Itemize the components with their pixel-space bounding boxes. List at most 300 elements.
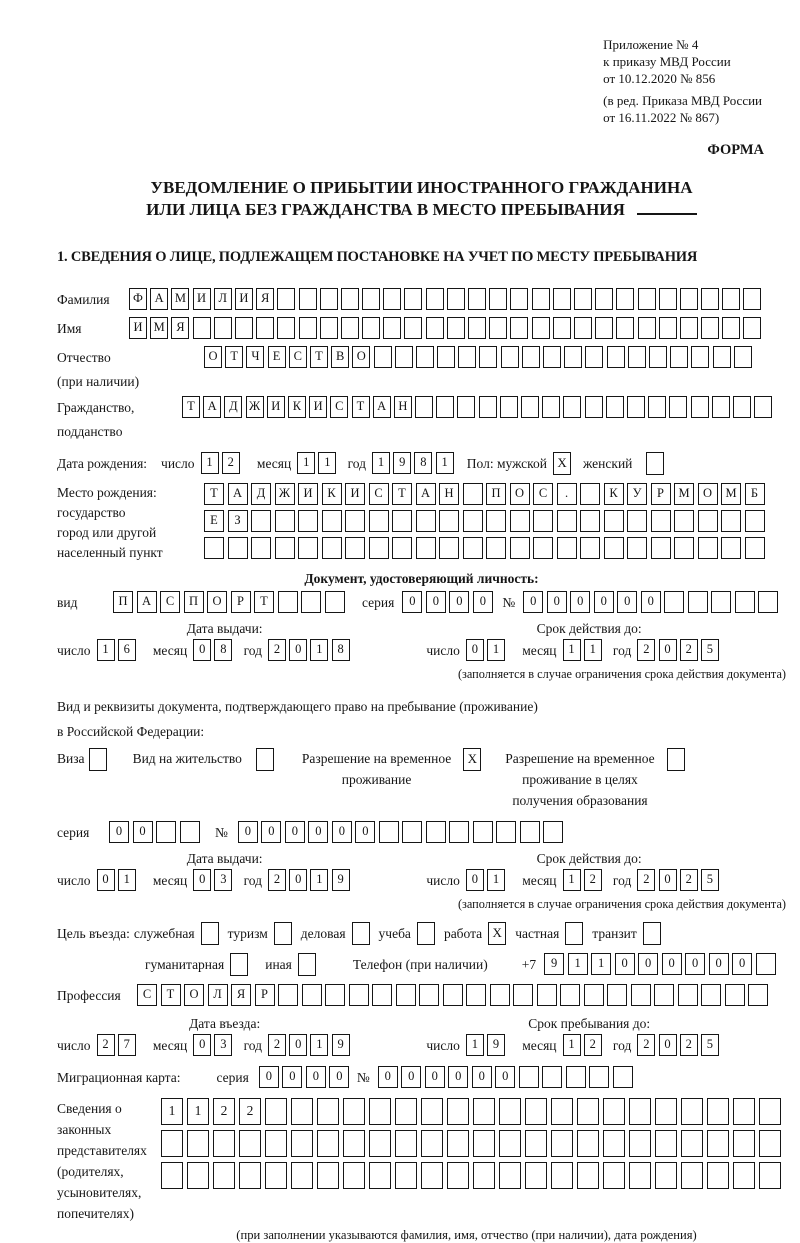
work-checkbox[interactable]: X bbox=[488, 922, 506, 945]
char-cell[interactable]: 0 bbox=[308, 821, 328, 843]
char-cell[interactable] bbox=[421, 1162, 443, 1189]
char-cell[interactable] bbox=[691, 396, 709, 418]
char-cell[interactable] bbox=[734, 346, 752, 368]
char-cell[interactable]: 1 bbox=[584, 639, 602, 661]
char-cell[interactable] bbox=[275, 510, 295, 532]
char-cell[interactable]: 2 bbox=[584, 869, 602, 891]
char-cell[interactable] bbox=[501, 346, 519, 368]
char-cell[interactable] bbox=[543, 346, 561, 368]
char-cell[interactable] bbox=[301, 591, 321, 613]
char-cell[interactable] bbox=[325, 984, 345, 1006]
char-cell[interactable]: И bbox=[235, 288, 253, 310]
char-cell[interactable]: А bbox=[150, 288, 168, 310]
char-cell[interactable] bbox=[457, 396, 475, 418]
char-cell[interactable]: 8 bbox=[332, 639, 350, 661]
char-cell[interactable] bbox=[638, 288, 656, 310]
char-cell[interactable]: 6 bbox=[118, 639, 136, 661]
char-cell[interactable] bbox=[585, 346, 603, 368]
char-cell[interactable]: 0 bbox=[659, 639, 677, 661]
char-cell[interactable] bbox=[187, 1130, 209, 1157]
char-cell[interactable] bbox=[345, 510, 365, 532]
char-cell[interactable] bbox=[655, 1098, 677, 1125]
char-cell[interactable] bbox=[510, 510, 530, 532]
char-cell[interactable] bbox=[416, 537, 436, 559]
stay-day-field[interactable] bbox=[466, 1034, 508, 1056]
char-cell[interactable]: 0 bbox=[193, 869, 211, 891]
char-cell[interactable]: Л bbox=[208, 984, 228, 1006]
char-cell[interactable] bbox=[421, 1130, 443, 1157]
char-cell[interactable] bbox=[759, 1098, 781, 1125]
char-cell[interactable]: 1 bbox=[436, 452, 454, 474]
char-cell[interactable] bbox=[733, 1098, 755, 1125]
char-cell[interactable]: А bbox=[203, 396, 221, 418]
permit-valid-year-field[interactable] bbox=[637, 869, 722, 891]
char-cell[interactable]: Р bbox=[255, 984, 275, 1006]
char-cell[interactable] bbox=[651, 510, 671, 532]
char-cell[interactable]: Р bbox=[651, 483, 671, 505]
char-cell[interactable] bbox=[563, 396, 581, 418]
char-cell[interactable]: 0 bbox=[594, 591, 614, 613]
char-cell[interactable]: 0 bbox=[261, 821, 281, 843]
char-cell[interactable] bbox=[463, 510, 483, 532]
char-cell[interactable]: 1 bbox=[372, 452, 390, 474]
char-cell[interactable]: 5 bbox=[701, 1034, 719, 1056]
char-cell[interactable] bbox=[651, 537, 671, 559]
entry-month-field[interactable] bbox=[193, 1034, 235, 1056]
char-cell[interactable]: И bbox=[193, 288, 211, 310]
char-cell[interactable] bbox=[557, 537, 577, 559]
char-cell[interactable] bbox=[607, 346, 625, 368]
char-cell[interactable]: 0 bbox=[615, 953, 635, 975]
permit-issue-year-field[interactable] bbox=[268, 869, 353, 891]
char-cell[interactable]: О bbox=[204, 346, 222, 368]
birth-month-field[interactable] bbox=[297, 452, 339, 474]
phone-field[interactable] bbox=[544, 953, 779, 975]
permit-number-field[interactable] bbox=[238, 821, 567, 843]
char-cell[interactable] bbox=[585, 396, 603, 418]
char-cell[interactable]: 0 bbox=[289, 639, 307, 661]
char-cell[interactable]: 0 bbox=[193, 1034, 211, 1056]
char-cell[interactable] bbox=[298, 537, 318, 559]
char-cell[interactable] bbox=[551, 1130, 573, 1157]
doc-kind-field[interactable] bbox=[113, 591, 348, 613]
char-cell[interactable]: Е bbox=[268, 346, 286, 368]
char-cell[interactable] bbox=[277, 317, 295, 339]
char-cell[interactable] bbox=[479, 396, 497, 418]
char-cell[interactable] bbox=[322, 510, 342, 532]
char-cell[interactable] bbox=[395, 1130, 417, 1157]
char-cell[interactable] bbox=[603, 1130, 625, 1157]
char-cell[interactable]: 1 bbox=[591, 953, 611, 975]
char-cell[interactable] bbox=[416, 346, 434, 368]
char-cell[interactable] bbox=[674, 510, 694, 532]
char-cell[interactable]: 0 bbox=[285, 821, 305, 843]
char-cell[interactable] bbox=[345, 537, 365, 559]
char-cell[interactable] bbox=[415, 396, 433, 418]
char-cell[interactable]: В bbox=[331, 346, 349, 368]
char-cell[interactable]: 0 bbox=[466, 639, 484, 661]
char-cell[interactable] bbox=[638, 317, 656, 339]
char-cell[interactable] bbox=[187, 1162, 209, 1189]
char-cell[interactable]: Я bbox=[256, 288, 274, 310]
char-cell[interactable]: О bbox=[207, 591, 227, 613]
char-cell[interactable]: 8 bbox=[214, 639, 232, 661]
char-cell[interactable]: П bbox=[486, 483, 506, 505]
char-cell[interactable] bbox=[369, 1162, 391, 1189]
char-cell[interactable]: 8 bbox=[414, 452, 432, 474]
char-cell[interactable] bbox=[713, 346, 731, 368]
char-cell[interactable] bbox=[564, 346, 582, 368]
char-cell[interactable]: А bbox=[373, 396, 391, 418]
char-cell[interactable] bbox=[513, 984, 533, 1006]
char-cell[interactable]: 3 bbox=[214, 1034, 232, 1056]
char-cell[interactable] bbox=[383, 288, 401, 310]
char-cell[interactable]: 2 bbox=[268, 869, 286, 891]
char-cell[interactable]: 1 bbox=[568, 953, 588, 975]
char-cell[interactable]: 1 bbox=[487, 869, 505, 891]
char-cell[interactable] bbox=[291, 1098, 313, 1125]
char-cell[interactable] bbox=[629, 1098, 651, 1125]
char-cell[interactable]: 0 bbox=[426, 591, 446, 613]
char-cell[interactable]: 0 bbox=[97, 869, 115, 891]
char-cell[interactable] bbox=[235, 317, 253, 339]
char-cell[interactable]: 0 bbox=[306, 1066, 326, 1088]
char-cell[interactable] bbox=[595, 317, 613, 339]
female-checkbox[interactable] bbox=[646, 452, 664, 475]
char-cell[interactable]: С bbox=[330, 396, 348, 418]
char-cell[interactable] bbox=[674, 537, 694, 559]
char-cell[interactable] bbox=[629, 1162, 651, 1189]
char-cell[interactable]: 1 bbox=[310, 639, 328, 661]
char-cell[interactable] bbox=[654, 984, 674, 1006]
char-cell[interactable] bbox=[589, 1066, 609, 1088]
char-cell[interactable] bbox=[443, 984, 463, 1006]
char-cell[interactable]: П bbox=[113, 591, 133, 613]
char-cell[interactable]: 0 bbox=[238, 821, 258, 843]
char-cell[interactable]: 2 bbox=[680, 1034, 698, 1056]
other-checkbox[interactable] bbox=[298, 953, 316, 976]
char-cell[interactable] bbox=[447, 1098, 469, 1125]
char-cell[interactable]: С bbox=[289, 346, 307, 368]
char-cell[interactable] bbox=[392, 537, 412, 559]
char-cell[interactable]: А bbox=[137, 591, 157, 613]
char-cell[interactable]: 9 bbox=[332, 1034, 350, 1056]
char-cell[interactable] bbox=[419, 984, 439, 1006]
char-cell[interactable]: 0 bbox=[259, 1066, 279, 1088]
char-cell[interactable] bbox=[322, 537, 342, 559]
char-cell[interactable]: Я bbox=[171, 317, 189, 339]
char-cell[interactable]: 0 bbox=[289, 1034, 307, 1056]
char-cell[interactable] bbox=[214, 317, 232, 339]
char-cell[interactable] bbox=[374, 346, 392, 368]
char-cell[interactable]: 0 bbox=[289, 869, 307, 891]
char-cell[interactable] bbox=[496, 821, 516, 843]
char-cell[interactable] bbox=[369, 510, 389, 532]
char-cell[interactable] bbox=[372, 984, 392, 1006]
char-cell[interactable]: 1 bbox=[466, 1034, 484, 1056]
char-cell[interactable] bbox=[520, 821, 540, 843]
char-cell[interactable] bbox=[649, 346, 667, 368]
char-cell[interactable] bbox=[343, 1098, 365, 1125]
char-cell[interactable]: К bbox=[322, 483, 342, 505]
char-cell[interactable]: 1 bbox=[563, 869, 581, 891]
birthplace-field-row2[interactable] bbox=[204, 510, 768, 532]
char-cell[interactable]: Т bbox=[225, 346, 243, 368]
char-cell[interactable] bbox=[604, 537, 624, 559]
char-cell[interactable] bbox=[499, 1098, 521, 1125]
char-cell[interactable] bbox=[402, 821, 422, 843]
char-cell[interactable] bbox=[533, 510, 553, 532]
char-cell[interactable] bbox=[473, 1162, 495, 1189]
permit-issue-day-field[interactable] bbox=[97, 869, 139, 891]
char-cell[interactable] bbox=[743, 288, 761, 310]
profession-field[interactable] bbox=[137, 984, 772, 1006]
char-cell[interactable] bbox=[458, 346, 476, 368]
char-cell[interactable]: Т bbox=[310, 346, 328, 368]
char-cell[interactable] bbox=[532, 288, 550, 310]
char-cell[interactable] bbox=[532, 317, 550, 339]
char-cell[interactable] bbox=[299, 288, 317, 310]
char-cell[interactable]: Б bbox=[745, 483, 765, 505]
char-cell[interactable] bbox=[239, 1162, 261, 1189]
representatives-field-row2[interactable] bbox=[161, 1130, 785, 1157]
char-cell[interactable]: 2 bbox=[222, 452, 240, 474]
char-cell[interactable] bbox=[317, 1098, 339, 1125]
char-cell[interactable] bbox=[659, 288, 677, 310]
stay-month-field[interactable] bbox=[563, 1034, 605, 1056]
char-cell[interactable] bbox=[735, 591, 755, 613]
char-cell[interactable] bbox=[473, 1130, 495, 1157]
char-cell[interactable] bbox=[580, 537, 600, 559]
char-cell[interactable]: Т bbox=[254, 591, 274, 613]
entry-year-field[interactable] bbox=[268, 1034, 353, 1056]
char-cell[interactable] bbox=[437, 346, 455, 368]
char-cell[interactable]: 0 bbox=[282, 1066, 302, 1088]
char-cell[interactable] bbox=[580, 510, 600, 532]
char-cell[interactable] bbox=[341, 288, 359, 310]
char-cell[interactable] bbox=[542, 1066, 562, 1088]
char-cell[interactable]: И bbox=[309, 396, 327, 418]
char-cell[interactable]: 0 bbox=[425, 1066, 445, 1088]
char-cell[interactable]: Л bbox=[214, 288, 232, 310]
char-cell[interactable] bbox=[449, 821, 469, 843]
char-cell[interactable] bbox=[707, 1098, 729, 1125]
doc-number-field[interactable] bbox=[523, 591, 782, 613]
permit-valid-day-field[interactable] bbox=[466, 869, 508, 891]
representatives-field-row3[interactable] bbox=[161, 1162, 785, 1189]
char-cell[interactable] bbox=[362, 317, 380, 339]
char-cell[interactable]: . bbox=[557, 483, 577, 505]
char-cell[interactable]: 2 bbox=[268, 639, 286, 661]
char-cell[interactable] bbox=[395, 1162, 417, 1189]
char-cell[interactable] bbox=[574, 317, 592, 339]
char-cell[interactable] bbox=[584, 984, 604, 1006]
char-cell[interactable]: 2 bbox=[680, 639, 698, 661]
char-cell[interactable] bbox=[627, 396, 645, 418]
char-cell[interactable] bbox=[712, 396, 730, 418]
char-cell[interactable] bbox=[519, 1066, 539, 1088]
char-cell[interactable]: 2 bbox=[213, 1098, 235, 1125]
char-cell[interactable] bbox=[473, 821, 493, 843]
char-cell[interactable]: 0 bbox=[449, 591, 469, 613]
char-cell[interactable] bbox=[543, 821, 563, 843]
char-cell[interactable] bbox=[499, 1162, 521, 1189]
char-cell[interactable] bbox=[426, 288, 444, 310]
char-cell[interactable] bbox=[681, 1162, 703, 1189]
char-cell[interactable] bbox=[156, 821, 176, 843]
char-cell[interactable] bbox=[733, 1162, 755, 1189]
permit-issue-month-field[interactable] bbox=[193, 869, 235, 891]
char-cell[interactable] bbox=[161, 1130, 183, 1157]
name-field[interactable] bbox=[129, 317, 765, 339]
char-cell[interactable] bbox=[553, 317, 571, 339]
char-cell[interactable] bbox=[463, 483, 483, 505]
transit-checkbox[interactable] bbox=[643, 922, 661, 945]
char-cell[interactable]: 1 bbox=[318, 452, 336, 474]
char-cell[interactable]: 1 bbox=[310, 1034, 328, 1056]
char-cell[interactable] bbox=[655, 1162, 677, 1189]
doc-issue-month-field[interactable] bbox=[193, 639, 235, 661]
char-cell[interactable] bbox=[416, 510, 436, 532]
char-cell[interactable]: 0 bbox=[659, 869, 677, 891]
char-cell[interactable] bbox=[325, 591, 345, 613]
char-cell[interactable] bbox=[298, 510, 318, 532]
char-cell[interactable]: М bbox=[721, 483, 741, 505]
char-cell[interactable] bbox=[701, 288, 719, 310]
char-cell[interactable]: 0 bbox=[332, 821, 352, 843]
tourism-checkbox[interactable] bbox=[274, 922, 292, 945]
char-cell[interactable]: 0 bbox=[448, 1066, 468, 1088]
char-cell[interactable] bbox=[542, 396, 560, 418]
char-cell[interactable] bbox=[577, 1130, 599, 1157]
char-cell[interactable] bbox=[678, 984, 698, 1006]
char-cell[interactable]: 2 bbox=[239, 1098, 261, 1125]
char-cell[interactable] bbox=[256, 317, 274, 339]
official-checkbox[interactable] bbox=[201, 922, 219, 945]
char-cell[interactable]: З bbox=[228, 510, 248, 532]
char-cell[interactable] bbox=[525, 1098, 547, 1125]
char-cell[interactable] bbox=[577, 1098, 599, 1125]
private-checkbox[interactable] bbox=[565, 922, 583, 945]
char-cell[interactable] bbox=[754, 396, 772, 418]
char-cell[interactable]: 5 bbox=[701, 869, 719, 891]
char-cell[interactable]: 0 bbox=[133, 821, 153, 843]
char-cell[interactable] bbox=[265, 1162, 287, 1189]
char-cell[interactable]: 0 bbox=[472, 1066, 492, 1088]
char-cell[interactable] bbox=[447, 288, 465, 310]
char-cell[interactable]: А bbox=[228, 483, 248, 505]
char-cell[interactable]: 0 bbox=[402, 591, 422, 613]
char-cell[interactable]: 1 bbox=[487, 639, 505, 661]
char-cell[interactable]: Т bbox=[392, 483, 412, 505]
char-cell[interactable] bbox=[265, 1130, 287, 1157]
char-cell[interactable]: 9 bbox=[487, 1034, 505, 1056]
char-cell[interactable] bbox=[343, 1162, 365, 1189]
char-cell[interactable] bbox=[447, 1162, 469, 1189]
char-cell[interactable]: 1 bbox=[201, 452, 219, 474]
char-cell[interactable] bbox=[711, 591, 731, 613]
char-cell[interactable]: 0 bbox=[466, 869, 484, 891]
char-cell[interactable] bbox=[628, 346, 646, 368]
char-cell[interactable]: 9 bbox=[332, 869, 350, 891]
char-cell[interactable]: 0 bbox=[732, 953, 752, 975]
patronymic-field[interactable] bbox=[204, 346, 755, 368]
char-cell[interactable] bbox=[277, 288, 295, 310]
char-cell[interactable]: 0 bbox=[659, 1034, 677, 1056]
char-cell[interactable] bbox=[228, 537, 248, 559]
char-cell[interactable] bbox=[759, 1162, 781, 1189]
char-cell[interactable]: 0 bbox=[641, 591, 661, 613]
char-cell[interactable]: 2 bbox=[268, 1034, 286, 1056]
char-cell[interactable]: 9 bbox=[544, 953, 564, 975]
char-cell[interactable]: О bbox=[510, 483, 530, 505]
char-cell[interactable] bbox=[265, 1098, 287, 1125]
char-cell[interactable]: Ж bbox=[246, 396, 264, 418]
char-cell[interactable]: 2 bbox=[637, 869, 655, 891]
char-cell[interactable] bbox=[701, 317, 719, 339]
char-cell[interactable] bbox=[426, 821, 446, 843]
char-cell[interactable] bbox=[180, 821, 200, 843]
char-cell[interactable]: С bbox=[160, 591, 180, 613]
char-cell[interactable]: 1 bbox=[310, 869, 328, 891]
doc-series-field[interactable] bbox=[402, 591, 496, 613]
char-cell[interactable] bbox=[551, 1162, 573, 1189]
char-cell[interactable]: 1 bbox=[563, 639, 581, 661]
char-cell[interactable] bbox=[560, 984, 580, 1006]
char-cell[interactable] bbox=[404, 288, 422, 310]
char-cell[interactable] bbox=[510, 288, 528, 310]
char-cell[interactable]: 5 bbox=[701, 639, 719, 661]
char-cell[interactable] bbox=[725, 984, 745, 1006]
char-cell[interactable]: 1 bbox=[118, 869, 136, 891]
char-cell[interactable]: М bbox=[150, 317, 168, 339]
char-cell[interactable] bbox=[447, 1130, 469, 1157]
char-cell[interactable] bbox=[707, 1162, 729, 1189]
char-cell[interactable] bbox=[603, 1098, 625, 1125]
char-cell[interactable]: 0 bbox=[523, 591, 543, 613]
birth-year-field[interactable] bbox=[372, 452, 457, 474]
migr-number-field[interactable] bbox=[378, 1066, 637, 1088]
temp-residence-checkbox[interactable]: X bbox=[463, 748, 481, 771]
char-cell[interactable] bbox=[680, 288, 698, 310]
char-cell[interactable]: Д bbox=[224, 396, 242, 418]
birth-day-field[interactable] bbox=[201, 452, 243, 474]
char-cell[interactable]: 1 bbox=[187, 1098, 209, 1125]
char-cell[interactable]: 0 bbox=[709, 953, 729, 975]
char-cell[interactable]: Ф bbox=[129, 288, 147, 310]
char-cell[interactable] bbox=[577, 1162, 599, 1189]
char-cell[interactable] bbox=[317, 1162, 339, 1189]
char-cell[interactable] bbox=[721, 537, 741, 559]
char-cell[interactable]: 2 bbox=[680, 869, 698, 891]
char-cell[interactable] bbox=[566, 1066, 586, 1088]
char-cell[interactable] bbox=[447, 317, 465, 339]
citizenship-field[interactable] bbox=[182, 396, 775, 418]
char-cell[interactable] bbox=[522, 346, 540, 368]
char-cell[interactable] bbox=[275, 537, 295, 559]
char-cell[interactable]: 0 bbox=[378, 1066, 398, 1088]
char-cell[interactable] bbox=[299, 317, 317, 339]
char-cell[interactable] bbox=[436, 396, 454, 418]
char-cell[interactable] bbox=[320, 288, 338, 310]
char-cell[interactable] bbox=[426, 317, 444, 339]
char-cell[interactable] bbox=[721, 510, 741, 532]
temp-residence-edu-checkbox[interactable] bbox=[667, 748, 685, 771]
char-cell[interactable]: 0 bbox=[109, 821, 129, 843]
birthplace-field-row3[interactable] bbox=[204, 537, 768, 559]
char-cell[interactable] bbox=[349, 984, 369, 1006]
business-checkbox[interactable] bbox=[352, 922, 370, 945]
